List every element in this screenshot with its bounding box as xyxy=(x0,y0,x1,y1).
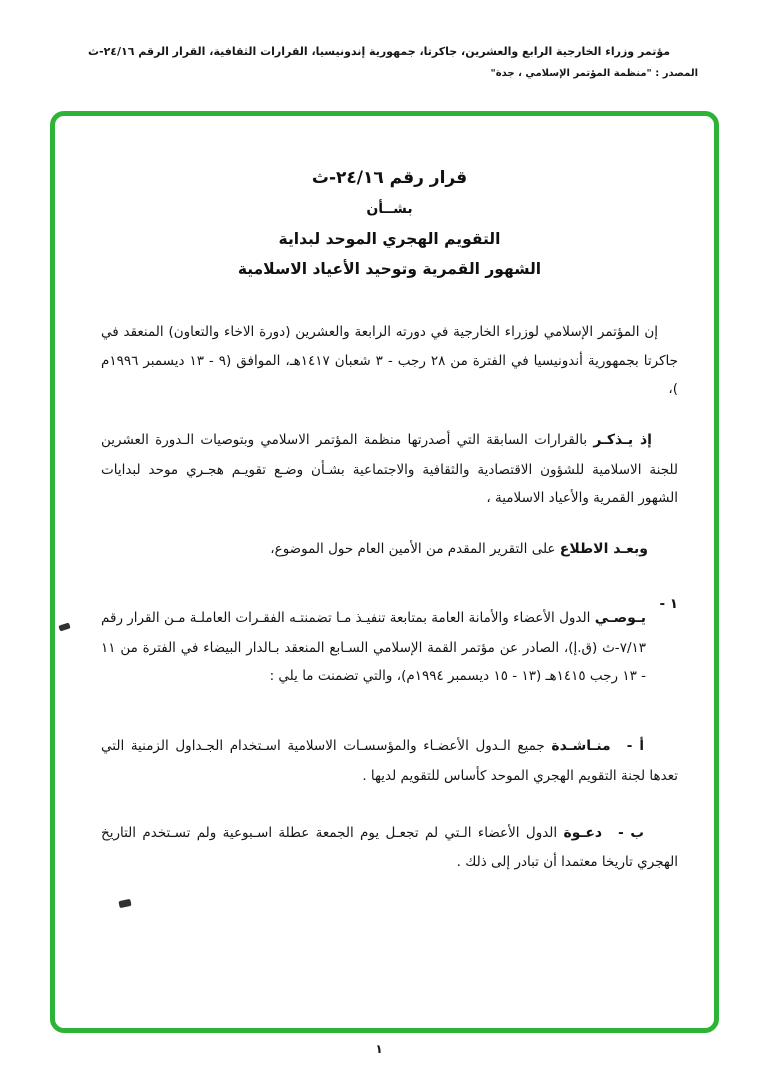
green-border-frame xyxy=(50,111,719,1033)
header-citation-line: مؤتمر وزراء الخارجية الرابع والعشرين، جاكرتا، جمهورية إندونيسيا، القرارات الثقافية، القرار الرقم ٢٤/١٦-ث xyxy=(87,45,671,58)
recall-text: بالقرارات السابقة التي أصدرتها منظمة المؤتمر الاسلامي وبتوصيات الـدورة العشرين للجنة الاسلامية للشؤون الاقتصادية والثقافية والاجتماعية بشـأن وضـع تقويـم هجـري موحد لبدايات الشهور القمرية والأعياد الاسلامية ، xyxy=(101,431,678,507)
resolution-content xyxy=(55,116,714,1028)
document-header xyxy=(60,44,698,79)
resolution-subject-line1: التقويم الهجري الموحد لبداية xyxy=(278,230,501,248)
numbered-item-1 xyxy=(101,590,678,704)
resolution-title-block xyxy=(101,168,678,278)
subitem-b xyxy=(101,819,678,877)
subitem-b-text: الدول الأعضاء الـتي لم تجعـل يوم الجمعة عطلة اسـبوعية ولم تسـتخدم التاريخ الهجري تاريخا معتمدا أن تبادر إلى ذلك . xyxy=(101,824,678,871)
subitem-a-text: جميع الـدول الأعضـاء والمؤسسـات الاسلامية اسـتخدام الجـداول الزمنية التي تعدها لجنة التقويم الهجري الموحد كأساس للتقويم لديها . xyxy=(101,738,678,784)
subitem-b-lead: دعـوة xyxy=(563,824,603,841)
subitem-b-marker: ب - xyxy=(618,824,644,841)
item-1-text xyxy=(101,604,646,691)
subitem-a-marker: أ - xyxy=(626,738,644,755)
review-text: على التقرير المقدم من الأمين العام حول الموضوع، xyxy=(270,540,560,557)
resolution-regarding-title: بشــأن xyxy=(366,201,413,217)
item-1-lead: يـوصـي xyxy=(594,609,646,626)
resolution-number-title: قرار رقم ٢٤/١٦-ث xyxy=(311,168,468,188)
preamble-paragraph: إن المؤتمر الإسلامي لوزراء الخارجية في دورته الرابعة والعشرين (دورة الاخاء والتعاون) المنعقد في جاكرتا بجمهورية أندونيسيا في الفترة من ٢٨ رجب - ٣ شعبان ١٤١٧هـ، الموافق (٩ - ١٣ ديسمبر ١٩٩٦م )، xyxy=(101,324,678,398)
subitem-a-lead: منـاشـدة xyxy=(551,738,611,755)
page-footer xyxy=(0,1042,758,1056)
review-paragraph xyxy=(101,535,678,565)
page-number: ١ xyxy=(375,1042,383,1056)
subitem-a xyxy=(101,732,678,790)
item-1-body-text: الدول الأعضاء والأمانة العامة بمتابعة تنفيـذ مـا تضمنتـه الفقـرات العاملـة مـن القرار رقم ٧/١٣-ث (ق.إ)، الصادر عن مؤتمر القمة الإسلامي السـابع المنعقد بـالدار البيضاء في الفترة من ١١ - ١٣ رجب ١٤١٥هـ (١٣ - ١٥ ديسمبر ١٩٩٤م)، والتي تضمنت ما يلي : xyxy=(101,609,646,685)
review-lead: وبعـد الاطلاع xyxy=(559,540,648,557)
recall-paragraph xyxy=(101,426,678,513)
item-1-number: ١ - xyxy=(659,596,678,613)
recall-lead: إذ يـذكـر xyxy=(593,431,652,448)
header-source-line: المصدر : "منظمة المؤتمر الإسلامي ، جدة" xyxy=(490,67,698,79)
resolution-subject-line2: الشهور القمرية وتوحيد الأعياد الاسلامية xyxy=(237,260,542,278)
